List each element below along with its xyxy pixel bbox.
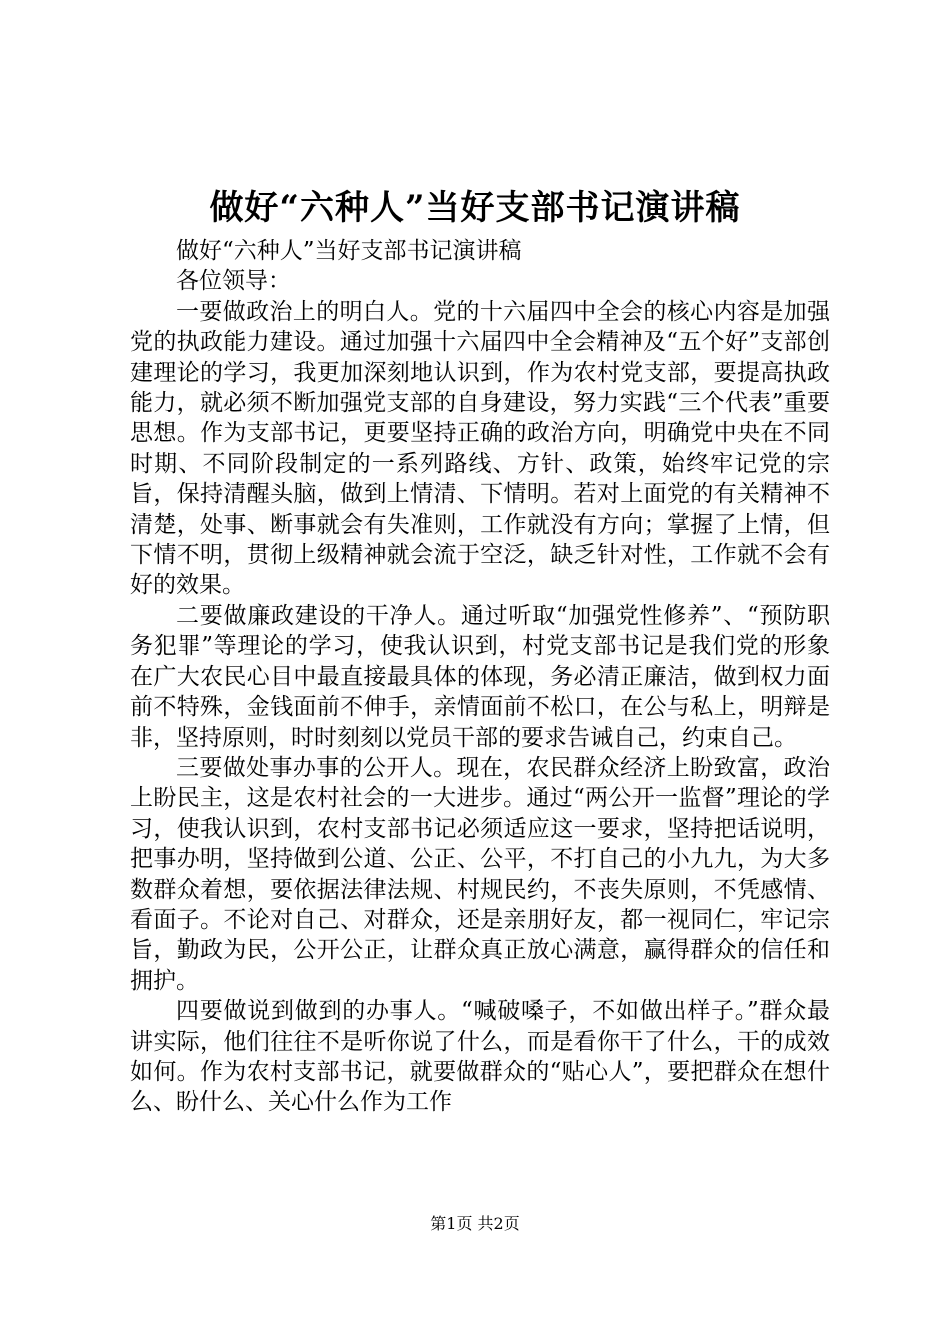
greeting-paragraph: 各位领导：	[176, 268, 291, 295]
document-body	[130, 236, 830, 1118]
subtitle-paragraph: 做好“六种人”当好支部书记演讲稿	[176, 238, 522, 264]
body-paragraph-2: 二要做廉政建设的干净人。通过听取“加强党性修养”、“预防职务犯罪”等理论的学习，使我认识到，村党支部书记是我们党的形象在广大农民心目中最直接最具体的体现，务必清正廉洁，做到权力面前不特殊，金钱面前不伸手，亲情面前不松口，在公与私上，明辩是非，坚持原则，时时刻刻以党员干部的要求告诫自己，约束自己。	[130, 602, 830, 751]
body-paragraph-4: 四要做说到做到的办事人。“喊破嗓子，不如做出样子。”群众最讲实际，他们往往不是听你说了什么，而是看你干了什么，干的成效如何。作为农村支部书记，就要做群众的“贴心人”，要把群众在想什么、盼什么、关心什么作为工作	[130, 998, 830, 1116]
document-title: 做好“六种人”当好支部书记演讲稿	[209, 188, 741, 228]
body-paragraph-3: 三要做处事办事的公开人。现在，农民群众经济上盼致富，政治上盼民主，这是农村社会的一大进步。通过“两公开一监督”理论的学习，使我认识到，农村支部书记必须适应这一要求，坚持把话说明，把事办明，坚持做到公道、公正、公平，不打自己的小九九，为大多数群众着想，要依据法律法规、村规民约，不丧失原则，不凭感情、看面子。不论对自己、对群众，还是亲朋好友，都一视同仁，牢记宗旨，勤政为民，公开公正，让群众真正放心满意，赢得群众的信任和拥护。	[130, 754, 830, 994]
page-number-footer: 第1页 共2页	[430, 1214, 520, 1233]
body-paragraph-1: 一要做政治上的明白人。党的十六届四中全会的核心内容是加强党的执政能力建设。通过加强十六届四中全会精神及“五个好”支部创建理论的学习，我更加深刻地认识到，作为农村党支部，要提高执政能力，就必须不断加强党支部的自身建设，努力实践“三个代表”重要思想。作为支部书记，更要坚持正确的政治方向，明确党中央在不同时期、不同阶段制定的一系列路线、方针、政策，始终牢记党的宗旨，保持清醒头脑，做到上情清、下情明。若对上面党的有关精神不清楚，处事、断事就会有失准则，工作就没有方向；掌握了上情，但下情不明，贯彻上级精神就会流于空泛，缺乏针对性，工作就不会有好的效果。	[130, 298, 830, 599]
